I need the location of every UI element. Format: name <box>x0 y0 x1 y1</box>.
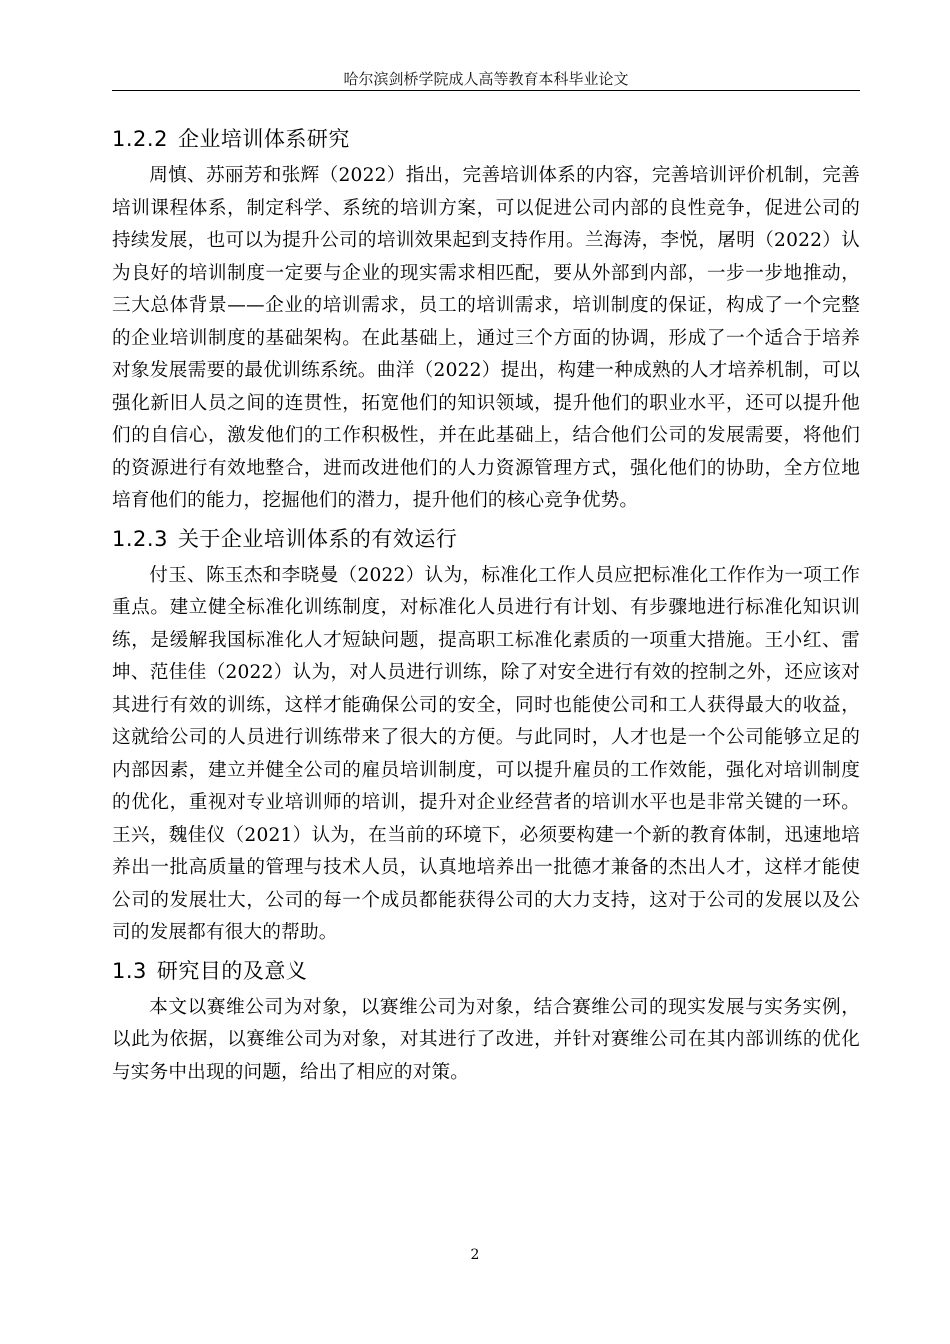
running-header: 哈尔滨剑桥学院成人高等教育本科毕业论文 <box>343 70 629 88</box>
section-title: 研究目的及意义 <box>156 958 308 983</box>
section-heading-1-3 <box>112 954 860 988</box>
section-title: 企业培训体系研究 <box>177 127 350 151</box>
paragraph-1-2-3: 付玉、陈玉杰和李晓曼（2022）认为，标准化工作人员应把标准化工作作为一项工作重点。建立健全标准化训练制度，对标准化人员进行有计划、有步骤地进行标准化知识训练，是缓解我国标准化人才短缺问题，提高职工标准化素质的一项重大措施。王小红、雷坤、范佳佳（2022）认为，对人员进行训练，除了对安全进行有效的控制之外，还应该对其进行有效的训练，这样才能确保公司的安全，同时也能使公司和工人获得最大的收益，这就给公司的人员进行训练带来了很大的方便。与此同时，人才也是一个公司能够立足的内部因素，建立并健全公司的雇员培训制度，可以提升雇员的工作效能，强化对培训制度的优化，重视对专业培训师的培训，提升对企业经营者的培训水平也是非常关键的一环。王兴，魏佳仪（2021）认为，在当前的环境下，必须要构建一个新的教育体制，迅速地培养出一批高质量的管理与技术人员，认真地培养出一批德才兼备的杰出人才，这样才能使公司的发展壮大，公司的每一个成员都能获得公司的大力支持，这对于公司的发展以及公司的发展都有很大的帮助。 <box>112 564 860 943</box>
section-number: 1.2.3 <box>112 526 168 551</box>
section-title: 关于企业培训体系的有效运行 <box>177 526 458 551</box>
section-number: 1.2.2 <box>112 127 168 151</box>
paragraph-1-2-2: 周慎、苏丽芳和张辉（2022）指出，完善培训体系的内容，完善培训评价机制，完善培训课程体系，制定科学、系统的培训方案，可以促进公司内部的良性竞争，促进公司的持续发展，也可以为提升公司的培训效果起到支持作用。兰海涛，李悦，屠明（2022）认为良好的培训制度一定要与企业的现实需求相匹配，要从外部到内部，一步一步地推动，三大总体背景——企业的培训需求，员工的培训需求，培训制度的保证，构成了一个完整的企业培训制度的基础架构。在此基础上，通过三个方面的协调，形成了一个适合于培养对象发展需要的最优训练系统。曲洋（2022）提出，构建一种成熟的人才培养机制，可以强化新旧人员之间的连贯性，拓宽他们的知识领域，提升他们的职业水平，还可以提升他们的自信心，激发他们的工作积极性，并在此基础上，结合他们公司的发展需要，将他们的资源进行有效地整合，进而改进他们的人力资源管理方式，强化他们的协助，全方位地培育他们的能力，挖掘他们的潜力，提升他们的核心竞争优势。 <box>112 165 860 511</box>
section-number: 1.3 <box>112 958 147 983</box>
section-heading-1-2-3 <box>112 522 860 556</box>
page-number: 2 <box>470 1247 480 1263</box>
section-heading-1-2-2 <box>112 122 860 156</box>
header-rule <box>112 90 860 91</box>
paragraph-1-3: 本文以赛维公司为对象，以赛维公司为对象，结合赛维公司的现实发展与实务实例，以此为依据，以赛维公司为对象，对其进行了改进，并针对赛维公司在其内部训练的优化与实务中出现的问题，给出了相应的对策。 <box>112 996 860 1083</box>
page-body <box>112 120 860 1089</box>
